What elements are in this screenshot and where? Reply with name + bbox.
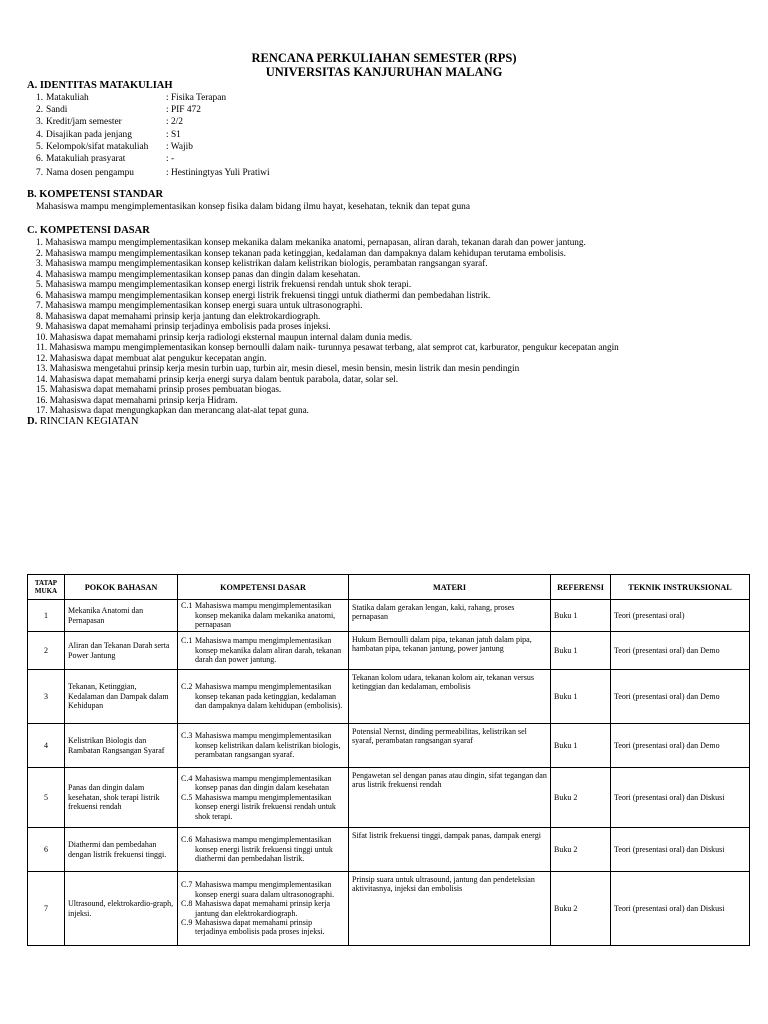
- kompetensi-entry: [181, 774, 345, 793]
- row-teknik-instruksional: Teori (presentasi oral) dan Diskusi: [611, 828, 750, 872]
- identitas-number: 7.: [36, 168, 44, 179]
- kompetensi-dasar-item: 9. Mahasiswa dapat memahami prinsip terjadinya embolisis pada proses injeksi.: [36, 321, 331, 331]
- table-header-row: [28, 575, 750, 600]
- kompetensi-text: Mahasiswa dapat memahami prinsip terjadinya embolisis pada proses injeksi.: [195, 917, 325, 937]
- table-row: [28, 600, 750, 632]
- identitas-number: 4.: [36, 129, 44, 140]
- kompetensi-dasar-item: 10. Mahasiswa dapat memahami prinsip kerja radiologi eksternal maupun internal dalam dunia medis.: [36, 331, 413, 342]
- kompetensi-entry: [181, 636, 345, 664]
- identitas-number: 2.: [36, 105, 44, 116]
- kompetensi-dasar-item: 6. Mahasiswa mampu mengimplementasikan konsep energi listrik frekuensi tinggi untuk diathermi dan pembedahan listrik.: [36, 289, 491, 300]
- kompetensi-text: Mahasiswa mampu mengimplementasikan konsep energi listrik frekuensi tinggi untuk diathermi dan pembedahan listrik.: [195, 835, 333, 864]
- identitas-value: : Hestiningtyas Yuli Pratiwi: [166, 168, 270, 179]
- row-tatap-muka: 5: [28, 768, 65, 828]
- kompetensi-entry: [181, 880, 345, 899]
- row-teknik-instruksional: Teori (presentasi oral) dan Demo: [611, 670, 750, 724]
- table-row: [28, 670, 750, 724]
- rincian-kegiatan-table: [27, 574, 750, 946]
- row-referensi: Buku 2: [551, 872, 611, 946]
- section-a-heading: A. IDENTITAS MATAKULIAH: [27, 80, 173, 91]
- kompetensi-entry: [181, 899, 345, 918]
- identitas-number: 3.: [36, 117, 44, 128]
- university-title: UNIVERSITAS KANJURUHAN MALANG: [265, 65, 503, 79]
- identitas-label: Kredit/jam semester: [46, 117, 122, 128]
- row-kompetensi-dasar: [178, 724, 349, 768]
- kompetensi-dasar-item: 2. Mahasiswa mampu mengimplementasikan konsep tekanan pada ketinggian, kedalaman dan dampaknya dalam kehidupan terutama embolisis.: [36, 247, 566, 258]
- kompetensi-dasar-item: 4. Mahasiswa mampu mengimplementasikan konsep panas dan dingin dalam kesehatan.: [36, 268, 361, 279]
- section-d-heading: [27, 416, 138, 427]
- table-body: [28, 600, 750, 946]
- row-tatap-muka: 7: [28, 872, 65, 946]
- kompetensi-entry: [181, 918, 345, 937]
- table-row: [28, 768, 750, 828]
- kompetensi-dasar-item: 1. Mahasiswa mampu mengimplementasikan konsep mekanika dalam mekanika anatomi, pernapasan, aliran darah, tekanan darah dan power jantung.: [36, 237, 586, 247]
- row-teknik-instruksional: Teori (presentasi oral) dan Diskusi: [611, 872, 750, 946]
- document-title: RENCANA PERKULIAHAN SEMESTER (RPS): [251, 51, 517, 65]
- kompetensi-dasar-item: 14. Mahasiswa dapat memahami prinsip kerja energi surya dalam bentuk parabola, datar, solar sel.: [36, 373, 398, 384]
- kompetensi-text: Mahasiswa mampu mengimplementasikan konsep mekanika dalam mekanika anatomi, pernapasan: [195, 601, 336, 630]
- row-teknik-instruksional: Teori (presentasi oral) dan Demo: [611, 632, 750, 670]
- kompetensi-code: C.7: [181, 880, 193, 890]
- kompetensi-text: Mahasiswa mampu mengimplementasikan konsep kelistrikan dalam kelistrikan biologis, perambatan rangsangan syaraf.: [195, 731, 341, 760]
- kompetensi-text: Mahasiswa mampu mengimplementasikan konsep energi suara dalam ultrasonographi.: [195, 880, 335, 899]
- row-pokok-bahasan: Diathermi dan pembedahan dengan listrik frekuensi tinggi.: [65, 828, 178, 872]
- row-tatap-muka: 6: [28, 828, 65, 872]
- row-materi: Statika dalam gerakan lengan, kaki, rahang, proses pernapasan: [349, 600, 551, 632]
- header-materi: MATERI: [349, 575, 551, 600]
- row-pokok-bahasan: Ultrasound, elektrokardio-graph, injeksi.: [65, 872, 178, 946]
- row-materi: Tekanan kolom udara, tekanan kolom air, tekanan versus ketinggian dan kedalaman, embolisis: [349, 670, 551, 724]
- table-row: [28, 828, 750, 872]
- kompetensi-text: Mahasiswa mampu mengimplementasikan konsep energi listrik frekuensi rendah untuk shok terapi.: [195, 792, 336, 821]
- table-row: [28, 724, 750, 768]
- identitas-number: 5.: [36, 141, 44, 152]
- identitas-label: Disajikan pada jenjang: [46, 129, 132, 140]
- identitas-label: Kelompok/sifat matakuliah: [46, 141, 149, 152]
- row-referensi: Buku 1: [551, 632, 611, 670]
- identitas-label: Sandi: [46, 105, 68, 116]
- kompetensi-dasar-item: 5. Mahasiswa mampu mengimplementasikan konsep energi listrik frekuensi rendah untuk shok terapi.: [36, 279, 412, 289]
- row-tatap-muka: 1: [28, 600, 65, 632]
- header-kompetensi-dasar: KOMPETENSI DASAR: [178, 575, 349, 600]
- kompetensi-text: Mahasiswa mampu mengimplementasikan konsep mekanika dalam aliran darah, tekanan darah dan power jantung.: [195, 636, 342, 665]
- kompetensi-dasar-item: 3. Mahasiswa mampu mengimplementasikan konsep kelistrikan dalam kelistrikan biologis, perambatan rangsangan syaraf.: [36, 258, 488, 268]
- kompetensi-dasar-item: 15. Mahasiswa dapat memahami prinsip proses pembuatan biogas.: [36, 384, 282, 394]
- row-materi: Hukum Bernoulli dalam pipa, tekanan jatuh dalam pipa, hambatan pipa, tekanan jantung, power jantung: [349, 632, 551, 670]
- section-d-letter: D.: [27, 416, 38, 427]
- row-kompetensi-dasar: [178, 872, 349, 946]
- section-c-heading: C. KOMPETENSI DASAR: [27, 225, 150, 236]
- row-materi: Pengawetan sel dengan panas atau dingin, sifat tegangan dan arus listrik frekuensi rendah: [349, 768, 551, 828]
- kompetensi-entry: [181, 731, 345, 759]
- row-tatap-muka: 4: [28, 724, 65, 768]
- kompetensi-code: C.4: [181, 773, 193, 783]
- kompetensi-code: C.2: [181, 682, 193, 692]
- kompetensi-dasar-item: 13. Mahasiswa mengetahui prinsip kerja mesin turbin uap, turbin air, mesin diesel, mesin bensin, mesin listrik dan mesin pendingin: [36, 363, 520, 373]
- identitas-label: Matakuliah prasyarat: [46, 154, 126, 164]
- table-row: [28, 872, 750, 946]
- row-teknik-instruksional: Teori (presentasi oral) dan Diskusi: [611, 768, 750, 828]
- row-pokok-bahasan: Tekanan, Ketinggian, Kedalaman dan Dampak dalam Kehidupan: [65, 670, 178, 724]
- row-teknik-instruksional: Teori (presentasi oral) dan Demo: [611, 724, 750, 768]
- kompetensi-code: C.3: [181, 731, 193, 741]
- identitas-number: 1.: [36, 93, 44, 103]
- identitas-value: : S1: [166, 129, 181, 140]
- identitas-number: 6.: [36, 154, 44, 164]
- kompetensi-text: Mahasiswa mampu mengimplementasikan konsep tekanan pada ketinggian, kedalaman dan dampaknya dalam kehidupan (embolisis).: [195, 682, 343, 711]
- row-referensi: Buku 1: [551, 724, 611, 768]
- row-kompetensi-dasar: [178, 600, 349, 632]
- identitas-value: : -: [166, 154, 175, 164]
- kompetensi-code: C.1: [181, 601, 193, 611]
- row-materi: Sifat listrik frekuensi tinggi, dampak panas, dampak energi: [349, 828, 551, 872]
- kompetensi-code: C.1: [181, 636, 193, 646]
- kompetensi-code: C.6: [181, 835, 193, 845]
- kompetensi-entry: [181, 682, 345, 710]
- kompetensi-entry: [181, 793, 345, 821]
- header-teknik-instruksional: TEKNIK INSTRUKSIONAL: [611, 575, 750, 600]
- row-referensi: Buku 2: [551, 768, 611, 828]
- row-tatap-muka: 3: [28, 670, 65, 724]
- row-pokok-bahasan: Panas dan dingin dalam kesehatan, shok terapi listrik frekuensi rendah: [65, 768, 178, 828]
- identitas-label: Nama dosen pengampu: [46, 168, 134, 179]
- kompetensi-dasar-item: 16. Mahasiswa dapat memahami prinsip kerja Hidram.: [36, 394, 238, 405]
- header-pokok-bahasan: POKOK BAHASAN: [65, 575, 178, 600]
- kompetensi-code: C.5: [181, 792, 193, 802]
- identitas-value: : 2/2: [166, 117, 183, 128]
- identitas-value: : PIF 472: [166, 105, 201, 116]
- row-referensi: Buku 1: [551, 670, 611, 724]
- row-materi: Potensial Nernst, dinding permeabilitas, kelistrikan sel syaraf, perambatan rangsangan syaraf: [349, 724, 551, 768]
- kompetensi-text: Mahasiswa mampu mengimplementasikan konsep panas dan dingin dalam kesehatan: [195, 773, 332, 793]
- row-pokok-bahasan: Kelistrikan Biologis dan Rambatan Rangsangan Syaraf: [65, 724, 178, 768]
- kompetensi-dasar-item: 12. Mahasiswa dapat membuat alat pengukur kecepatan angin.: [36, 352, 267, 363]
- identitas-value: : Wajib: [166, 141, 193, 152]
- kompetensi-code: C.9: [181, 917, 193, 927]
- section-d-text: RINCIAN KEGIATAN: [39, 416, 139, 427]
- row-pokok-bahasan: Mekanika Anatomi dan Pernapasan: [65, 600, 178, 632]
- row-kompetensi-dasar: [178, 670, 349, 724]
- kompetensi-standar-text: Mahasiswa mampu mengimplementasikan konsep fisika dalam bidang ilmu hayat, kesehatan, teknik dan tepat guna: [36, 202, 471, 212]
- section-b-heading: B. KOMPETENSI STANDAR: [27, 189, 164, 200]
- row-kompetensi-dasar: [178, 632, 349, 670]
- row-referensi: Buku 2: [551, 828, 611, 872]
- row-teknik-instruksional: Teori (presentasi oral): [611, 600, 750, 632]
- row-materi: Prinsip suara untuk ultrasound, jantung dan pendeteksian aktivitasnya, injeksi dan embolisis: [349, 872, 551, 946]
- row-tatap-muka: 2: [28, 632, 65, 670]
- identitas-label: Matakuliah: [46, 93, 89, 103]
- kompetensi-dasar-item: 17. Mahasiswa dapat mengungkapkan dan merancang alat-alat tepat guna.: [36, 405, 309, 415]
- row-referensi: Buku 1: [551, 600, 611, 632]
- kompetensi-dasar-item: 8. Mahasiswa dapat memahami prinsip kerja jantung dan elektrokardiograph.: [36, 310, 321, 321]
- kompetensi-dasar-item: 7. Mahasiswa mampu mengimplementasikan konsep energi suara untuk ultrasonographi.: [36, 300, 363, 310]
- identitas-value: : Fisika Terapan: [166, 93, 227, 103]
- row-kompetensi-dasar: [178, 768, 349, 828]
- header-referensi: REFERENSI: [551, 575, 611, 600]
- kompetensi-text: Mahasiswa dapat memahami prinsip kerja jantung dan elektrokardiograph.: [195, 899, 331, 918]
- kompetensi-entry: [181, 835, 345, 863]
- row-kompetensi-dasar: [178, 828, 349, 872]
- kompetensi-entry: [181, 601, 345, 629]
- kompetensi-code: C.8: [181, 899, 193, 909]
- header-tatap-muka: TATAP MUKA: [28, 575, 65, 600]
- kompetensi-dasar-item: 11. Mahasiswa mampu mengimplementasikan konsep bernoulli dalam naik- turunnya pesawat terbang, alat semprot cat, karburator, pengukur kecepatan angin: [36, 342, 619, 352]
- table-row: [28, 632, 750, 670]
- row-pokok-bahasan: Aliran dan Tekanan Darah serta Power Jantung: [65, 632, 178, 670]
